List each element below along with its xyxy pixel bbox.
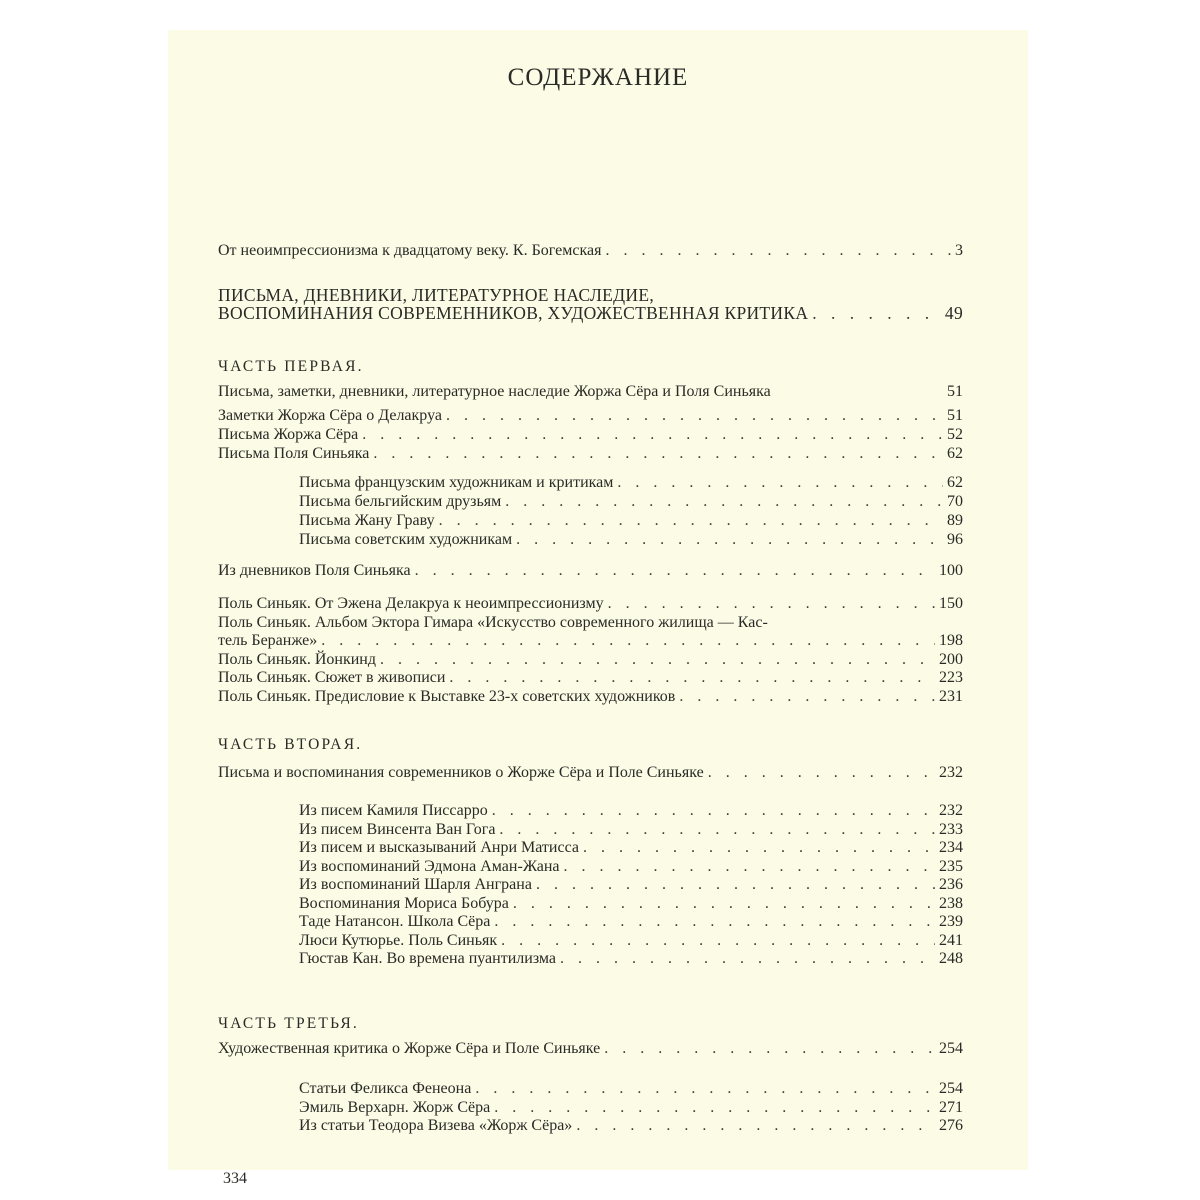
toc-entry-page: 231	[939, 687, 963, 705]
leader-dots	[501, 932, 935, 950]
part2-heading: ЧАСТЬ ВТОРАЯ.	[218, 736, 363, 753]
leader-dots	[513, 895, 935, 913]
toc-entry-part2-main[interactable]	[218, 764, 963, 782]
toc-entry-text: Из писем и высказываний Анри Матисса	[299, 839, 579, 856]
toc-entry-text: Письма Жоржа Сёра	[218, 426, 359, 443]
toc-entry[interactable]	[299, 802, 963, 820]
toc-entry-page: 150	[939, 595, 963, 612]
toc-entry-text: Письма советским художникам	[299, 531, 513, 548]
toc-entry[interactable]	[299, 531, 963, 549]
toc-entry-page: 254	[939, 1080, 963, 1097]
toc-entry-text: Письма Поля Синьяка	[218, 445, 370, 462]
toc-entry-text: Поль Синьяк. Альбом Эктора Гимара «Искусство современного жилища — Кас-	[218, 613, 768, 631]
toc-entry-page: 236	[939, 876, 963, 893]
leader-dots	[499, 821, 935, 839]
toc-entry[interactable]	[218, 426, 963, 444]
toc-entry[interactable]	[299, 895, 963, 913]
toc-entry-text: Гюстав Кан. Во времена пуантилизма	[299, 950, 557, 967]
toc-entry-page: 51	[947, 383, 963, 400]
toc-entry[interactable]	[299, 474, 963, 492]
toc-entry-page: 276	[939, 1117, 963, 1134]
toc-entry-text: Художественная критика о Жорже Сёра и Поле Синьяке	[218, 1040, 601, 1057]
leader-dots	[617, 474, 943, 492]
toc-entry-text: Воспоминания Мориса Бобура	[299, 894, 509, 912]
toc-entry-text: Письма и воспоминания современников о Жорже Сёра и Поле Синьяке	[218, 764, 704, 781]
toc-entry-text: Из дневников Поля Синьяка	[218, 562, 411, 579]
toc-entry-text: От неоимпрессионизма к двадцатому веку. К. Богемская	[218, 242, 602, 259]
toc-entry-text: Поль Синьяк. Йонкинд	[218, 650, 377, 668]
toc-entry[interactable]	[299, 1099, 963, 1117]
toc-entry-page: 233	[939, 820, 963, 838]
toc-entry[interactable]	[299, 1080, 963, 1098]
toc-entry-text: ВОСПОМИНАНИЯ СОВРЕМЕННИКОВ, ХУДОЖЕСТВЕННАЯ КРИТИКА	[218, 303, 809, 323]
toc-entry-section-heading[interactable]	[218, 304, 963, 322]
toc-entry-text: Письма, заметки, дневники, литературное наследие Жоржа Сёра и Поля Синьяка	[218, 383, 771, 400]
toc-entry[interactable]	[218, 651, 963, 669]
toc-entry-page: 52	[947, 426, 963, 443]
toc-entry-page: 51	[947, 407, 963, 424]
leader-dots	[492, 802, 935, 820]
leader-dots	[380, 651, 935, 669]
toc-entry-page: 241	[939, 931, 963, 949]
toc-entry-text: Поль Синьяк. От Эжена Делакруа к неоимпрессионизму	[218, 595, 604, 612]
toc-entry[interactable]	[299, 876, 963, 894]
toc-entry-text: Письма Жану Граву	[299, 512, 435, 529]
leader-dots	[604, 1040, 935, 1058]
leader-dots	[812, 304, 941, 322]
leader-dots	[415, 562, 935, 580]
toc-entry-text: Заметки Жоржа Сёра о Делакруа	[218, 407, 442, 424]
leader-dots	[516, 531, 943, 549]
leader-dots	[449, 669, 935, 687]
toc-entry[interactable]	[299, 1117, 963, 1135]
leader-dots	[475, 1080, 935, 1098]
toc-entry-page: 223	[939, 669, 963, 686]
leader-dots	[505, 493, 943, 511]
toc-entry[interactable]	[218, 688, 963, 706]
toc-entry-text: Поль Синьяк. Предисловие к Выставке 23-х советских художников	[218, 687, 676, 705]
toc-entry-text: Эмиль Верхарн. Жорж Сёра	[299, 1098, 491, 1116]
toc-entry[interactable]	[299, 493, 963, 511]
toc-entry-page: 254	[939, 1040, 963, 1057]
part1-heading: ЧАСТЬ ПЕРВАЯ.	[218, 358, 364, 375]
toc-entry[interactable]	[299, 821, 963, 839]
toc-entry-text: Люси Кутюрье. Поль Синьяк	[299, 931, 498, 949]
toc-entry[interactable]	[218, 595, 963, 613]
toc-entry-page: 96	[947, 531, 963, 548]
toc-entry-part3-main[interactable]	[218, 1040, 963, 1058]
toc-entry-page: 100	[939, 562, 963, 579]
toc-entry[interactable]	[218, 407, 963, 425]
toc-entry-text: Из писем Винсента Ван Гога	[299, 820, 496, 838]
book-page	[168, 30, 1028, 1187]
section-heading-line1: ПИСЬМА, ДНЕВНИКИ, ЛИТЕРАТУРНОЕ НАСЛЕДИЕ,	[218, 285, 654, 305]
toc-entry-page: 239	[939, 913, 963, 930]
page-title: СОДЕРЖАНИЕ	[507, 64, 689, 91]
part3-heading: ЧАСТЬ ТРЕТЬЯ.	[218, 1015, 359, 1032]
toc-entry-page: 70	[947, 493, 963, 510]
toc-entry-page: 234	[939, 839, 963, 856]
toc-entry[interactable]	[299, 932, 963, 950]
toc-entry-page: 232	[939, 802, 963, 819]
toc-entry-page: 89	[947, 512, 963, 529]
toc-entry-text: Из воспоминаний Эдмона Аман-Жана	[299, 857, 560, 875]
leader-dots	[583, 839, 935, 857]
toc-entry-text: Статьи Феликса Фенеона	[299, 1080, 472, 1097]
toc-entry-text: тель Беранже»	[218, 632, 318, 649]
toc-entry[interactable]	[299, 512, 963, 530]
toc-entry[interactable]	[218, 614, 963, 632]
toc-entry-page: 271	[939, 1098, 963, 1116]
toc-entry-text: Письма французским художникам и критикам	[299, 474, 614, 491]
toc-entry-page: 238	[939, 894, 963, 912]
leader-dots	[605, 242, 951, 260]
toc-entry[interactable]	[218, 445, 963, 463]
leader-dots	[563, 858, 935, 876]
toc-entry[interactable]	[299, 913, 963, 931]
toc-entry[interactable]	[299, 839, 963, 857]
leader-dots	[679, 688, 935, 706]
toc-entry-part1-main[interactable]	[218, 383, 963, 401]
leader-dots	[708, 764, 935, 782]
toc-entry[interactable]	[218, 632, 963, 650]
toc-entry-page: 62	[947, 445, 963, 462]
toc-entry-text: Из писем Камиля Писсарро	[299, 802, 488, 819]
toc-entry-text: Таде Натансон. Школа Сёра	[299, 913, 491, 930]
toc-entry-page: 198	[939, 632, 963, 649]
toc-entry-text: Из воспоминаний Шарля Анграна	[299, 876, 532, 893]
toc-entry[interactable]	[299, 858, 963, 876]
toc-entry-page: 49	[944, 303, 963, 323]
leader-dots	[494, 913, 935, 931]
toc-entry-page: 200	[939, 650, 963, 668]
leader-dots	[446, 407, 943, 425]
leader-dots	[439, 512, 943, 530]
toc-entry-page: 62	[947, 474, 963, 491]
toc-entry[interactable]	[218, 669, 963, 687]
toc-entry-text: Поль Синьяк. Сюжет в живописи	[218, 669, 446, 686]
toc-entry-page: 3	[955, 242, 963, 259]
leader-dots	[362, 426, 943, 444]
leader-dots	[608, 595, 935, 613]
leader-dots	[321, 632, 935, 650]
leader-dots	[560, 950, 935, 968]
leader-dots	[373, 445, 943, 463]
toc-entry[interactable]	[299, 950, 963, 968]
toc-entry-page: 232	[939, 764, 963, 781]
toc-entry-intro[interactable]	[218, 242, 963, 260]
leader-dots	[494, 1099, 935, 1117]
toc-entry-diaries[interactable]	[218, 562, 963, 580]
toc-entry-page: 248	[939, 950, 963, 967]
page-number: 334	[223, 1170, 247, 1187]
leader-dots	[576, 1117, 935, 1135]
toc-entry-text: Письма бельгийским друзьям	[299, 493, 502, 510]
toc-entry-page: 235	[939, 857, 963, 875]
toc-entry-text: Из статьи Теодора Визева «Жорж Сёра»	[299, 1117, 573, 1134]
leader-dots	[536, 876, 935, 894]
